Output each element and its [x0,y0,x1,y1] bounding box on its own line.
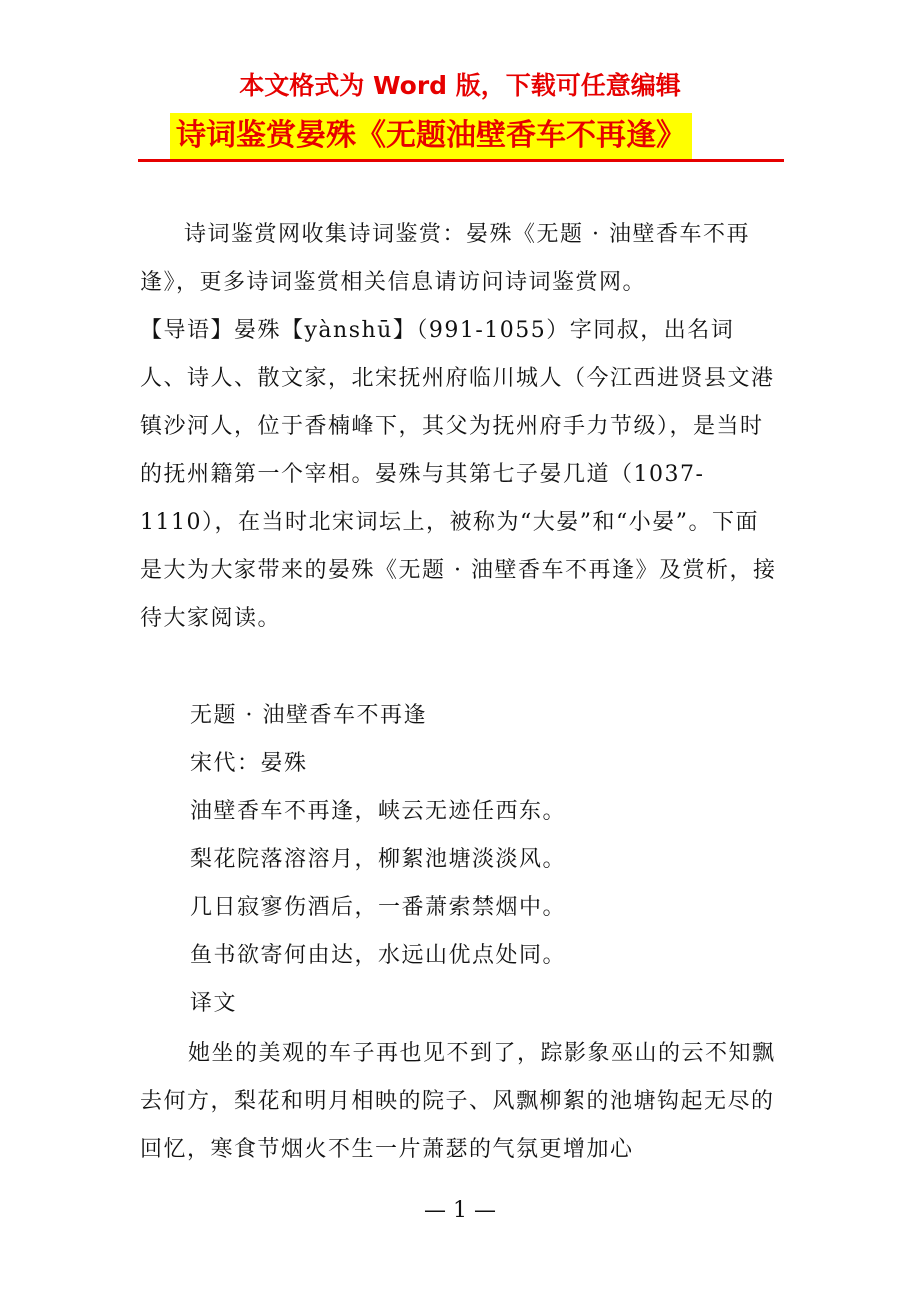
translation-paragraph: 她坐的美观的车子再也见不到了，踪影象巫山的云不知飘去何方，梨花和明月相映的院子、风飘柳絮的池塘钩起无尽的回忆，寒食节烟火不生一片萧瑟的气氛更增加心 [140,1041,776,1162]
poem-line: 几日寂寥伤酒后，一番萧索禁烟中。 [190,895,567,920]
format-notice: 本文格式为 Word 版，下载可任意编辑 [239,71,681,100]
poem-line: 鱼书欲寄何由达，水远山优点处同。 [190,943,567,968]
title-underline [138,159,784,162]
poem-title: 无题 · 油壁香车不再逢 [190,703,427,728]
guide-paragraph: 【导语】晏殊【yànshū】（991-1055）字同叔，出名词人、诗人、散文家，北宋抚州府临川城人（今江西进贤县文港镇沙河人，位于香楠峰下，其父为抚州府手力节级），是当时的抚州籍第一个宰相。晏殊与其第七子晏几道（1037-1110），在当时北宋词坛上，被称为“大晏”和“小晏”。下面是大为大家带来的晏殊《无题 · 油壁香车不再逢》及赏析，接待大家阅读。 [140,318,777,631]
poem-line: 油壁香车不再逢，峡云无迹任西东。 [190,799,567,824]
poem-line: 梨花院落溶溶月，柳絮池塘淡淡风。 [190,847,567,872]
document-title: 诗词鉴赏晏殊《无题油壁香车不再逢》 [170,113,692,159]
poem-author: 宋代：晏殊 [190,751,308,776]
intro-paragraph: 诗词鉴赏网收集诗词鉴赏：晏殊《无题 · 油壁香车不再逢》，更多诗词鉴赏相关信息请访问诗词鉴赏网。 [140,222,750,295]
page-number: — 1 — [424,1198,496,1223]
translation-heading: 译文 [190,991,238,1016]
